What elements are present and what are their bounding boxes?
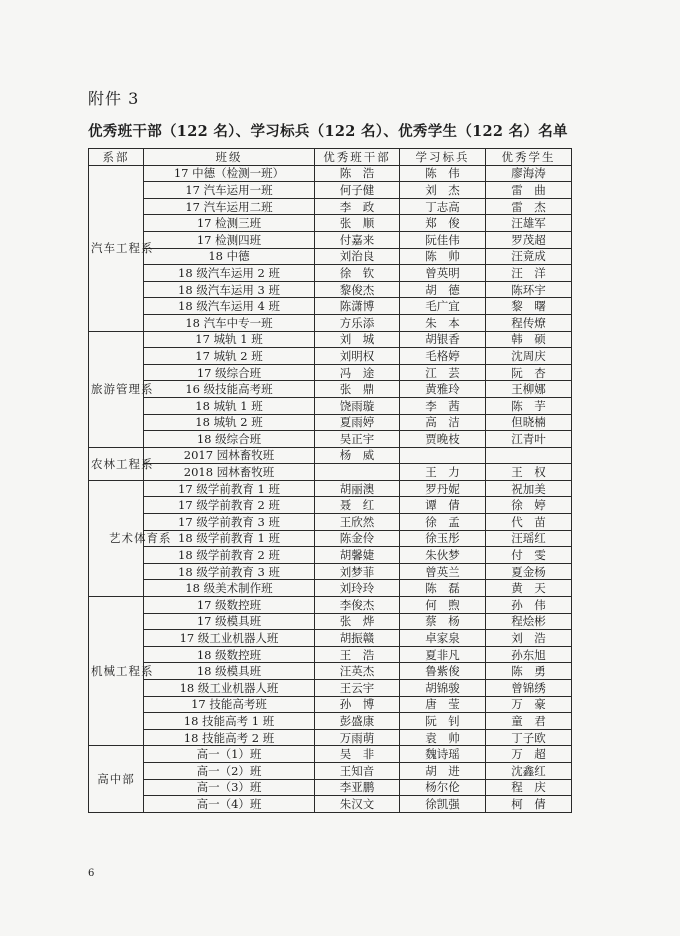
- study-model-cell: 毛广宜: [400, 298, 486, 315]
- study-model-cell: 谭 倩: [400, 497, 486, 514]
- class-cell: 17 城轨 2 班: [144, 348, 315, 365]
- excellent-student-cell: 程烩彬: [486, 613, 572, 630]
- class-cell: 18 级工业机器人班: [144, 680, 315, 697]
- study-model-cell: 徐凯强: [400, 796, 486, 813]
- class-leader-cell: 张 顺: [315, 215, 400, 232]
- excellent-student-cell: 汪竟成: [486, 248, 572, 265]
- class-leader-cell: 夏雨婷: [315, 414, 400, 431]
- class-cell: 18 级数控班: [144, 646, 315, 663]
- excellent-student-cell: 汪 洋: [486, 265, 572, 282]
- class-leader-cell: 胡振赣: [315, 630, 400, 647]
- class-leader-cell: 王欣然: [315, 514, 400, 531]
- study-model-cell: 鲁紫俊: [400, 663, 486, 680]
- dept-cell: [89, 597, 154, 746]
- table-row: [89, 580, 572, 597]
- table-row: [89, 248, 572, 265]
- class-cell: 高一（3）班: [144, 779, 315, 796]
- dept-name: 汽车工程系: [91, 241, 154, 256]
- table-row: [89, 729, 572, 746]
- table-row: [89, 165, 572, 182]
- class-leader-cell: 聂 红: [315, 497, 400, 514]
- class-cell: 18 级学前教育 3 班: [144, 563, 315, 580]
- class-leader-cell: 黎俊杰: [315, 281, 400, 298]
- study-model-cell: 胡锦骏: [400, 680, 486, 697]
- study-model-cell: 陈 帅: [400, 248, 486, 265]
- study-model-cell: 郑 俊: [400, 215, 486, 232]
- honor-list-table: [88, 148, 572, 813]
- class-leader-cell: 李亚鹏: [315, 779, 400, 796]
- excellent-student-cell: 沈周庆: [486, 348, 572, 365]
- class-cell: 17 检测四班: [144, 231, 315, 248]
- table-row: [89, 696, 572, 713]
- study-model-cell: 高 洁: [400, 414, 486, 431]
- table-row: [89, 198, 572, 215]
- class-cell: 17 级学前教育 2 班: [144, 497, 315, 514]
- class-leader-cell: 陈潇博: [315, 298, 400, 315]
- col-header-dept: 系部: [89, 149, 144, 166]
- class-leader-cell: 王云宇: [315, 680, 400, 697]
- table-row: [89, 281, 572, 298]
- table-row: [89, 314, 572, 331]
- class-leader-cell: 吴 非: [315, 746, 400, 763]
- class-cell: 18 级模具班: [144, 663, 315, 680]
- dept-cell: [89, 331, 154, 447]
- excellent-student-cell: 雷 杰: [486, 198, 572, 215]
- study-model-cell: [400, 447, 486, 464]
- class-cell: 17 技能高考班: [144, 696, 315, 713]
- dept-cell: [89, 165, 154, 331]
- table-row: [89, 680, 572, 697]
- study-model-cell: 何 煦: [400, 597, 486, 614]
- class-leader-cell: 方乐添: [315, 314, 400, 331]
- excellent-student-cell: 刘 浩: [486, 630, 572, 647]
- class-leader-cell: 付嘉来: [315, 231, 400, 248]
- study-model-cell: 刘 杰: [400, 182, 486, 199]
- col-header-class-leader: 优秀班干部: [315, 149, 400, 166]
- study-model-cell: 王 力: [400, 464, 486, 481]
- table-row: [89, 414, 572, 431]
- class-cell: 17 级数控班: [144, 597, 315, 614]
- excellent-student-cell: 柯 倩: [486, 796, 572, 813]
- table-body: [89, 165, 572, 812]
- excellent-student-cell: 代 苗: [486, 514, 572, 531]
- class-cell: 17 级模具班: [144, 613, 315, 630]
- page-number: 6: [88, 868, 95, 879]
- attachment-label: 附件 3: [88, 89, 140, 108]
- class-leader-cell: 汪英杰: [315, 663, 400, 680]
- excellent-student-cell: 韩 硕: [486, 331, 572, 348]
- table-row: [89, 762, 572, 779]
- study-model-cell: 魏诗瑶: [400, 746, 486, 763]
- class-cell: 18 城轨 1 班: [144, 397, 315, 414]
- class-leader-cell: 刘玲玲: [315, 580, 400, 597]
- table-row: [89, 646, 572, 663]
- class-leader-cell: 陈金伶: [315, 530, 400, 547]
- table-row: [89, 364, 572, 381]
- study-model-cell: 朱伙梦: [400, 547, 486, 564]
- table-row: [89, 547, 572, 564]
- class-cell: 18 级综合班: [144, 431, 315, 448]
- study-model-cell: 徐玉彤: [400, 530, 486, 547]
- class-leader-cell: 吴正宇: [315, 431, 400, 448]
- class-leader-cell: 刘治良: [315, 248, 400, 265]
- excellent-student-cell: 沈鑫红: [486, 762, 572, 779]
- class-leader-cell: 徐 钦: [315, 265, 400, 282]
- study-model-cell: 卓家泉: [400, 630, 486, 647]
- table-row: [89, 298, 572, 315]
- class-leader-cell: 饶雨璇: [315, 397, 400, 414]
- study-model-cell: 陈 磊: [400, 580, 486, 597]
- table-row: [89, 464, 572, 481]
- excellent-student-cell: 但晓楠: [486, 414, 572, 431]
- study-model-cell: 蔡 杨: [400, 613, 486, 630]
- class-cell: 18 中德: [144, 248, 315, 265]
- excellent-student-cell: 汪瑶红: [486, 530, 572, 547]
- dept-name: 高中部: [97, 772, 135, 787]
- class-cell: 18 技能高考 1 班: [144, 713, 315, 730]
- col-header-class: 班级: [144, 149, 315, 166]
- class-leader-cell: 张 烨: [315, 613, 400, 630]
- class-cell: 17 汽车运用一班: [144, 182, 315, 199]
- class-leader-cell: 万雨萌: [315, 729, 400, 746]
- table-row: [89, 613, 572, 630]
- study-model-cell: 朱 本: [400, 314, 486, 331]
- class-cell: 高一（2）班: [144, 762, 315, 779]
- excellent-student-cell: 江青叶: [486, 431, 572, 448]
- excellent-student-cell: 陈环宇: [486, 281, 572, 298]
- class-cell: 16 级技能高考班: [144, 381, 315, 398]
- study-model-cell: 徐 孟: [400, 514, 486, 531]
- study-model-cell: 胡 德: [400, 281, 486, 298]
- table-row: [89, 331, 572, 348]
- excellent-student-cell: 黄 天: [486, 580, 572, 597]
- class-cell: 18 级汽车运用 4 班: [144, 298, 315, 315]
- study-model-cell: 曾英明: [400, 265, 486, 282]
- study-model-cell: 黄雅玲: [400, 381, 486, 398]
- dept-name: 旅游管理系: [91, 382, 154, 397]
- excellent-student-cell: 黎 曙: [486, 298, 572, 315]
- col-header-study-model: 学习标兵: [400, 149, 486, 166]
- table-row: [89, 713, 572, 730]
- table-row: [89, 447, 572, 464]
- excellent-student-cell: 王柳娜: [486, 381, 572, 398]
- col-header-excellent-student: 优秀学生: [486, 149, 572, 166]
- table-row: [89, 514, 572, 531]
- table-row: [89, 746, 572, 763]
- study-model-cell: 贾晚枝: [400, 431, 486, 448]
- study-model-cell: 胡 进: [400, 762, 486, 779]
- class-cell: 17 中德（检测一班）: [144, 165, 315, 182]
- excellent-student-cell: 陈 勇: [486, 663, 572, 680]
- excellent-student-cell: 夏金杨: [486, 563, 572, 580]
- class-cell: 2018 园林畜牧班: [144, 464, 315, 481]
- excellent-student-cell: 曾锦绣: [486, 680, 572, 697]
- study-model-cell: 曾英兰: [400, 563, 486, 580]
- excellent-student-cell: 付 雯: [486, 547, 572, 564]
- table-row: [89, 215, 572, 232]
- class-cell: 高一（1）班: [144, 746, 315, 763]
- class-leader-cell: 陈 浩: [315, 165, 400, 182]
- excellent-student-cell: 童 君: [486, 713, 572, 730]
- class-cell: 17 级学前教育 1 班: [144, 480, 315, 497]
- table-header-row: [89, 149, 572, 166]
- class-cell: 17 城轨 1 班: [144, 331, 315, 348]
- excellent-student-cell: 汪雄军: [486, 215, 572, 232]
- table-row: [89, 796, 572, 813]
- study-model-cell: 袁 帅: [400, 729, 486, 746]
- table-row: [89, 397, 572, 414]
- class-leader-cell: 刘梦菲: [315, 563, 400, 580]
- study-model-cell: 江 芸: [400, 364, 486, 381]
- dept-cell: [89, 480, 172, 596]
- table-row: [89, 597, 572, 614]
- class-cell: 17 级学前教育 3 班: [144, 514, 315, 531]
- study-model-cell: 夏非凡: [400, 646, 486, 663]
- study-model-cell: 胡银香: [400, 331, 486, 348]
- class-cell: 18 级学前教育 2 班: [144, 547, 315, 564]
- dept-cell: [89, 746, 144, 812]
- class-cell: 17 汽车运用二班: [144, 198, 315, 215]
- excellent-student-cell: 王 权: [486, 464, 572, 481]
- study-model-cell: 丁志高: [400, 198, 486, 215]
- table-row: [89, 231, 572, 248]
- class-leader-cell: [315, 464, 400, 481]
- excellent-student-cell: [486, 447, 572, 464]
- excellent-student-cell: 阮 杏: [486, 364, 572, 381]
- excellent-student-cell: 万 超: [486, 746, 572, 763]
- excellent-student-cell: 孙 伟: [486, 597, 572, 614]
- excellent-student-cell: 丁子欧: [486, 729, 572, 746]
- excellent-student-cell: 陈 芋: [486, 397, 572, 414]
- class-leader-cell: 李俊杰: [315, 597, 400, 614]
- class-leader-cell: 何子健: [315, 182, 400, 199]
- study-model-cell: 罗丹妮: [400, 480, 486, 497]
- table-row: [89, 265, 572, 282]
- table-row: [89, 182, 572, 199]
- class-leader-cell: 朱汉文: [315, 796, 400, 813]
- class-leader-cell: 张 鼎: [315, 381, 400, 398]
- class-leader-cell: 王 浩: [315, 646, 400, 663]
- table-row: [89, 563, 572, 580]
- table-row: [89, 497, 572, 514]
- table-row: [89, 480, 572, 497]
- table-row: [89, 779, 572, 796]
- class-cell: 2017 园林畜牧班: [144, 447, 315, 464]
- class-cell: 18 城轨 2 班: [144, 414, 315, 431]
- class-leader-cell: 胡馨婕: [315, 547, 400, 564]
- study-model-cell: 陈 伟: [400, 165, 486, 182]
- excellent-student-cell: 廖海涛: [486, 165, 572, 182]
- class-leader-cell: 孙 博: [315, 696, 400, 713]
- class-leader-cell: 彭盛康: [315, 713, 400, 730]
- table-row: [89, 663, 572, 680]
- excellent-student-cell: 徐 婷: [486, 497, 572, 514]
- study-model-cell: 阮 钊: [400, 713, 486, 730]
- class-leader-cell: 刘明权: [315, 348, 400, 365]
- excellent-student-cell: 祝加美: [486, 480, 572, 497]
- dept-name: 机械工程系: [91, 664, 154, 679]
- study-model-cell: 毛格婷: [400, 348, 486, 365]
- study-model-cell: 唐 莹: [400, 696, 486, 713]
- dept-name: 农林工程系: [91, 456, 154, 471]
- study-model-cell: 阮佳伟: [400, 231, 486, 248]
- study-model-cell: 李 茜: [400, 397, 486, 414]
- class-cell: 18 级学前教育 1 班: [144, 530, 315, 547]
- excellent-student-cell: 雷 曲: [486, 182, 572, 199]
- class-cell: 17 检测三班: [144, 215, 315, 232]
- class-leader-cell: 冯 途: [315, 364, 400, 381]
- class-cell: 18 级美术制作班: [144, 580, 315, 597]
- excellent-student-cell: 程 庆: [486, 779, 572, 796]
- class-cell: 17 级工业机器人班: [144, 630, 315, 647]
- excellent-student-cell: 程传燎: [486, 314, 572, 331]
- class-cell: 18 技能高考 2 班: [144, 729, 315, 746]
- class-cell: 17 级综合班: [144, 364, 315, 381]
- table-row: [89, 431, 572, 448]
- dept-cell: [89, 447, 154, 480]
- class-leader-cell: 王知音: [315, 762, 400, 779]
- excellent-student-cell: 罗茂超: [486, 231, 572, 248]
- class-leader-cell: 胡丽澳: [315, 480, 400, 497]
- class-leader-cell: 杨 威: [315, 447, 400, 464]
- table-row: [89, 348, 572, 365]
- excellent-student-cell: 孙东旭: [486, 646, 572, 663]
- table-row: [89, 630, 572, 647]
- class-leader-cell: 李 政: [315, 198, 400, 215]
- class-cell: 18 汽车中专一班: [144, 314, 315, 331]
- class-cell: 18 级汽车运用 3 班: [144, 281, 315, 298]
- table-row: [89, 381, 572, 398]
- class-leader-cell: 刘 城: [315, 331, 400, 348]
- excellent-student-cell: 万 豪: [486, 696, 572, 713]
- dept-name: 艺术体育系: [109, 530, 172, 545]
- class-cell: 18 级汽车运用 2 班: [144, 265, 315, 282]
- document-title: 优秀班干部（122 名）、学习标兵（122 名）、优秀学生（122 名）名单: [88, 123, 568, 140]
- class-cell: 高一（4）班: [144, 796, 315, 813]
- study-model-cell: 杨尔伦: [400, 779, 486, 796]
